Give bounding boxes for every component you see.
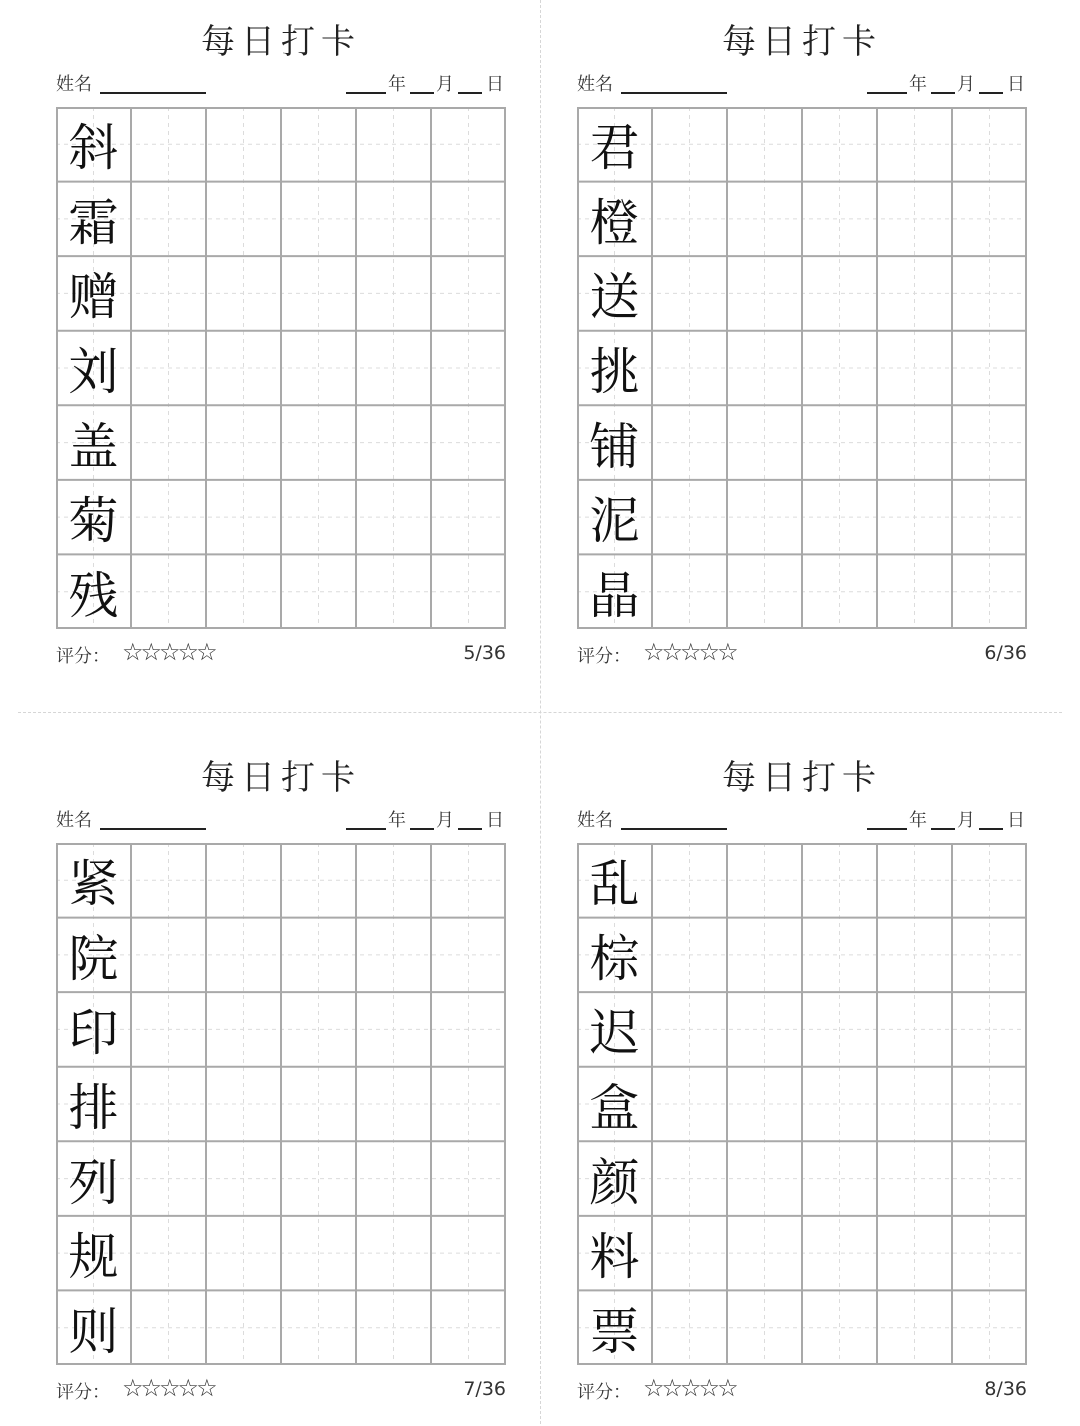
day-field-line[interactable]	[458, 828, 482, 830]
character-cell: 印	[68, 1004, 119, 1063]
character-cell: 则	[68, 1302, 119, 1361]
character-cell: 盖	[68, 417, 119, 476]
month-label: 月	[957, 810, 975, 831]
character-cell: 橙	[589, 193, 640, 252]
score-label: 评分：	[577, 1382, 631, 1403]
character-cell: 排	[68, 1078, 119, 1137]
practice-card-4	[577, 736, 1027, 1426]
name-label: 姓名	[577, 810, 613, 831]
character-cell: 霜	[68, 193, 119, 252]
name-field-line[interactable]	[100, 92, 206, 94]
year-field-line[interactable]	[346, 828, 386, 830]
day-label: 日	[486, 74, 504, 95]
page-number: 6/36	[984, 642, 1027, 664]
practice-card-3	[56, 736, 506, 1426]
character-cell: 迟	[589, 1004, 640, 1063]
character-cell: 院	[68, 929, 119, 988]
character-cell: 晶	[589, 566, 640, 625]
name-date-row	[577, 70, 1027, 96]
month-label: 月	[436, 810, 454, 831]
practice-card-2	[577, 0, 1027, 690]
year-label: 年	[388, 74, 406, 95]
month-label: 月	[957, 74, 975, 95]
character-column	[577, 107, 652, 629]
writing-grid[interactable]	[56, 107, 506, 629]
character-cell: 斜	[68, 119, 119, 178]
horizontal-cut-line	[18, 712, 1062, 713]
character-column	[56, 107, 131, 629]
character-cell: 铺	[589, 417, 640, 476]
year-field-line[interactable]	[867, 828, 907, 830]
character-column	[56, 843, 131, 1365]
month-field-line[interactable]	[931, 828, 955, 830]
score-label: 评分：	[56, 646, 110, 667]
month-field-line[interactable]	[931, 92, 955, 94]
star-rating[interactable]: ☆☆☆☆☆	[122, 638, 215, 666]
character-cell: 挑	[589, 342, 640, 401]
name-field-line[interactable]	[100, 828, 206, 830]
name-field-line[interactable]	[621, 828, 727, 830]
score-label: 评分：	[577, 646, 631, 667]
card-title: 每日打卡	[201, 22, 361, 62]
card-footer	[56, 640, 506, 670]
character-cell: 规	[68, 1228, 119, 1287]
star-rating[interactable]: ☆☆☆☆☆	[643, 638, 736, 666]
page-number: 8/36	[984, 1378, 1027, 1400]
name-label: 姓名	[56, 74, 92, 95]
writing-grid[interactable]	[56, 843, 506, 1365]
card-footer	[577, 1376, 1027, 1406]
card-title: 每日打卡	[722, 758, 882, 798]
month-field-line[interactable]	[410, 92, 434, 94]
character-cell: 棕	[589, 929, 640, 988]
year-label: 年	[909, 74, 927, 95]
day-label: 日	[486, 810, 504, 831]
month-field-line[interactable]	[410, 828, 434, 830]
star-rating[interactable]: ☆☆☆☆☆	[122, 1374, 215, 1402]
name-date-row	[56, 70, 506, 96]
day-label: 日	[1007, 74, 1025, 95]
character-cell: 乱	[589, 855, 640, 914]
character-cell: 盒	[589, 1078, 640, 1137]
day-field-line[interactable]	[979, 92, 1003, 94]
character-cell: 泥	[589, 492, 640, 551]
year-field-line[interactable]	[867, 92, 907, 94]
year-label: 年	[909, 810, 927, 831]
name-date-row	[56, 806, 506, 832]
character-cell: 刘	[68, 342, 119, 401]
name-date-row	[577, 806, 1027, 832]
day-field-line[interactable]	[979, 828, 1003, 830]
practice-card-1	[56, 0, 506, 690]
character-cell: 赠	[68, 268, 119, 327]
writing-grid[interactable]	[577, 843, 1027, 1365]
year-label: 年	[388, 810, 406, 831]
character-cell: 残	[68, 566, 119, 625]
card-footer	[56, 1376, 506, 1406]
page-number: 5/36	[463, 642, 506, 664]
character-cell: 颜	[589, 1153, 640, 1212]
page-number: 7/36	[463, 1378, 506, 1400]
score-label: 评分：	[56, 1382, 110, 1403]
character-column	[577, 843, 652, 1365]
name-label: 姓名	[56, 810, 92, 831]
writing-grid[interactable]	[577, 107, 1027, 629]
year-field-line[interactable]	[346, 92, 386, 94]
day-label: 日	[1007, 810, 1025, 831]
card-footer	[577, 640, 1027, 670]
character-cell: 料	[589, 1228, 640, 1287]
name-label: 姓名	[577, 74, 613, 95]
card-title: 每日打卡	[722, 22, 882, 62]
character-cell: 送	[589, 268, 640, 327]
character-cell: 君	[589, 119, 640, 178]
month-label: 月	[436, 74, 454, 95]
character-cell: 菊	[68, 492, 119, 551]
card-title: 每日打卡	[201, 758, 361, 798]
character-cell: 紧	[68, 855, 119, 914]
character-cell: 票	[589, 1302, 640, 1361]
character-cell: 列	[68, 1153, 119, 1212]
day-field-line[interactable]	[458, 92, 482, 94]
star-rating[interactable]: ☆☆☆☆☆	[643, 1374, 736, 1402]
name-field-line[interactable]	[621, 92, 727, 94]
